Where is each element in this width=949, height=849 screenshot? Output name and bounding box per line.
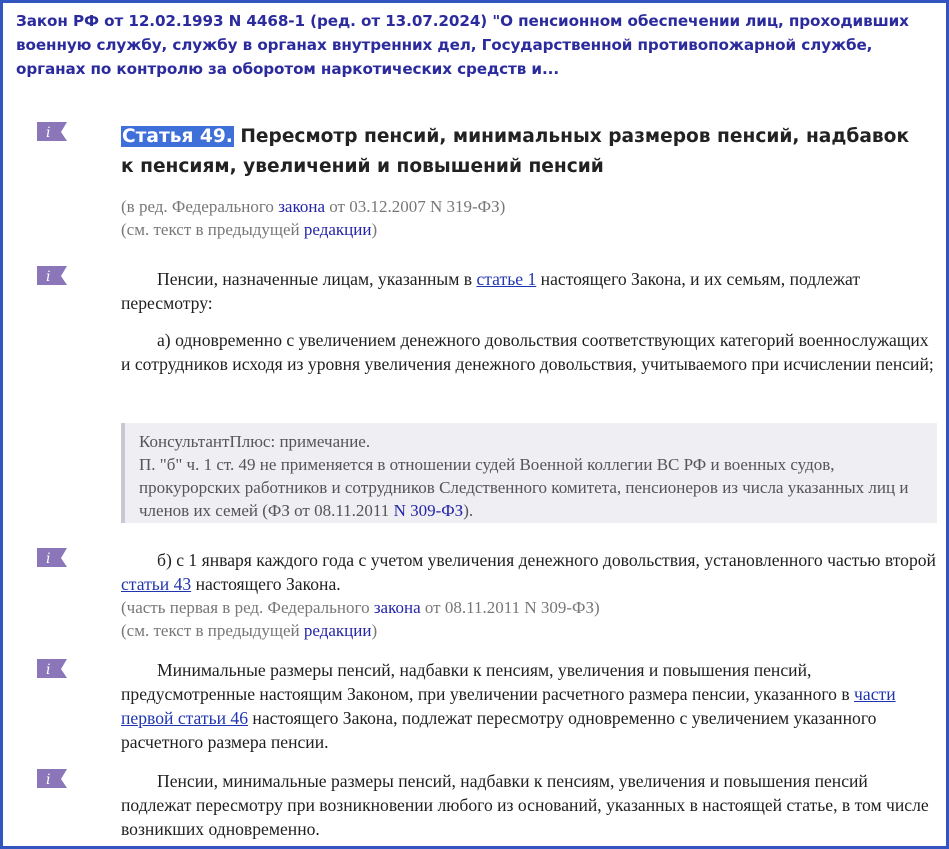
- previous-edition-link[interactable]: редакции: [303, 621, 372, 640]
- article-1-link[interactable]: статье 1: [476, 269, 537, 289]
- article-title: Пересмотр пенсий, минимальных размеров пенсий, надбавок к пенсиям, увеличений и повышений пенсий: [121, 126, 910, 177]
- previous-edition-link[interactable]: редакции: [303, 220, 372, 239]
- info-comment-icon[interactable]: [37, 659, 67, 678]
- paragraph: Минимальные размеры пенсий, надбавки к пенсиям, увеличения и повышения пенсий, предусмотренные настоящим Законом, при увеличении расчетного размера пенсии, указанного в части первой статьи 46 настоящего Закона, подлежат пересмотру одновременно с увеличением указанного расчетного размера пенсии.: [121, 660, 896, 752]
- paragraph: Пенсии, назначенные лицам, указанным в статье 1 настоящего Закона, и их семьям, подлежат пересмотру:: [121, 269, 861, 313]
- paragraph-b: б) с 1 января каждого года с учетом увеличения денежного довольствия, установленного частью второй статьи 43 настоящего Закона.: [121, 550, 936, 594]
- svg-text:i: i: [46, 662, 51, 678]
- consultant-note-header: КонсультантПлюс: примечание.: [139, 432, 371, 451]
- consultant-note: КонсультантПлюс: примечание. П. "б" ч. 1 ст. 49 не применяется в отношении судей Военной коллегии ВС РФ и военных судов, прокурорских работников и сотрудников Следственного комитета, пенсионеров из числа указанных лиц и членов их семей (ФЗ от 08.11.2011 N 309-ФЗ).: [121, 423, 937, 523]
- revision-note: (часть первая в ред. Федерального закона от 08.11.2011 N 309-ФЗ) (см. текст в предыдущей редакции): [121, 598, 600, 640]
- law-309-link[interactable]: N 309-ФЗ: [393, 501, 464, 520]
- paragraph: Пенсии, минимальные размеры пенсий, надбавки к пенсиям, увеличения и повышения пенсий подлежат пересмотру при возникновении любого из оснований, указанных в настоящей статье, в том числе возникших одновременно.: [121, 771, 929, 839]
- article-46-link[interactable]: части первой статьи 46: [121, 684, 896, 728]
- svg-text:i: i: [46, 551, 51, 567]
- info-comment-icon[interactable]: [37, 122, 67, 141]
- paragraph-a: а) одновременно с увеличением денежного довольствия соответствующих категорий военнослужащих и сотрудников исходя из уровня увеличения денежного довольствия, учитываемого при исчислении пенсий;: [121, 330, 934, 374]
- revision-note: (в ред. Федерального закона от 03.12.2007 N 319-ФЗ) (см. текст в предыдущей редакции): [121, 197, 506, 239]
- document-title[interactable]: Закон РФ от 12.02.1993 N 4468-1 (ред. от 13.07.2024) "О пенсионном обеспечении лиц, проходивших военную службу, службу в органах внутренних дел, Государственной противопожарной службе, органах по контролю за оборотом наркотических средств и...: [16, 12, 909, 78]
- svg-text:i: i: [46, 269, 51, 285]
- info-comment-icon[interactable]: [37, 548, 67, 567]
- law-link[interactable]: закона: [278, 197, 325, 216]
- info-comment-icon[interactable]: [37, 266, 67, 285]
- info-comment-icon[interactable]: [37, 769, 67, 788]
- svg-text:i: i: [46, 772, 51, 788]
- article-43-link[interactable]: статьи 43: [121, 574, 192, 594]
- svg-text:i: i: [46, 125, 51, 141]
- article-number[interactable]: Статья 49.: [122, 126, 233, 147]
- law-link[interactable]: закона: [373, 598, 421, 617]
- article-heading: [121, 122, 921, 182]
